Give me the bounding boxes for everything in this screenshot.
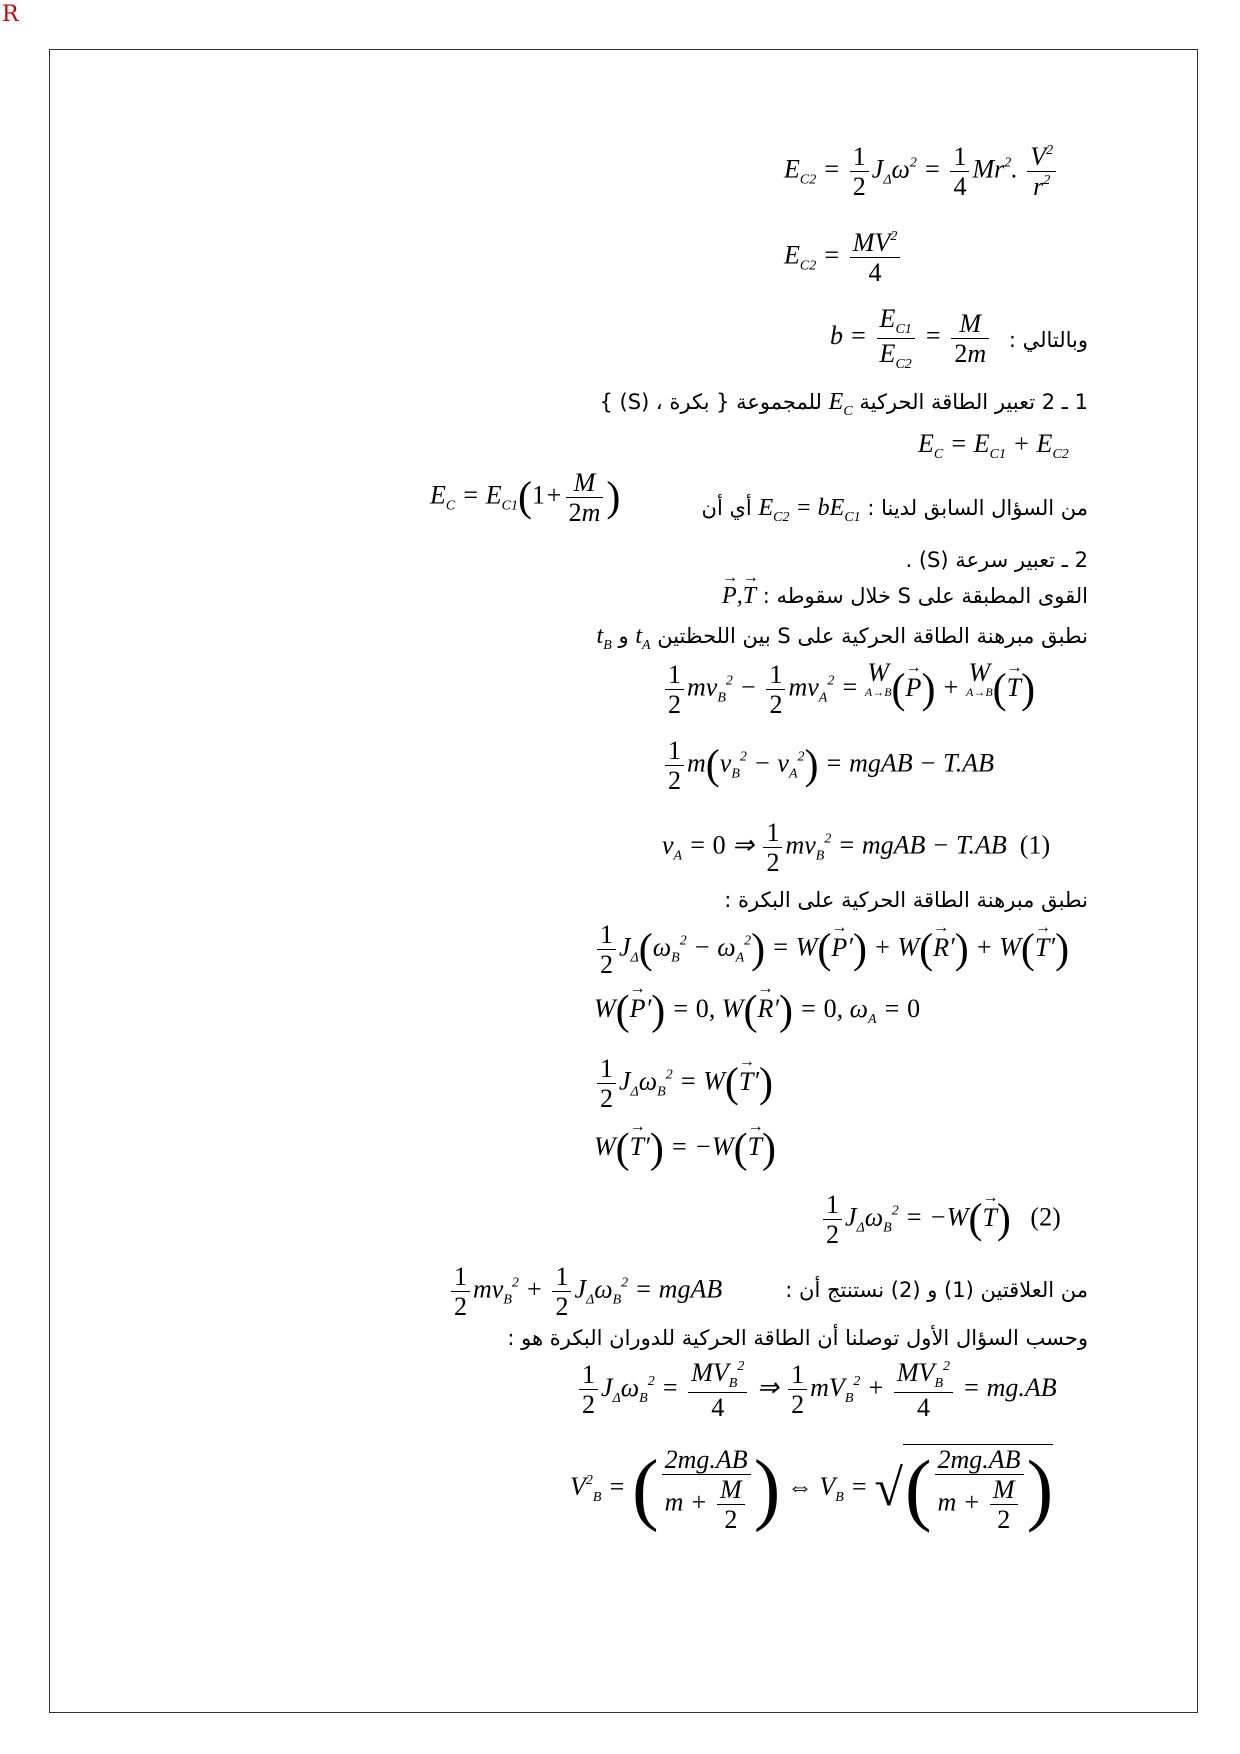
formula-ec2-result: $E_{C2}$ = $\frac{MV^2}{4}$ [784, 228, 903, 287]
label-eq1: (1) [1019, 830, 1051, 860]
formula-kinetic-s-work: $\frac{1}{2}$ $m(v_B^2 - v_A^2)$ = mgAB − T.AB [662, 736, 994, 795]
formula-energy-substitution: $\frac{1}{2}$ $J_\Delta\omega_B^2$ = $\frac{MV_B^2}{4}$ ⇒ $\frac{1}{2}$ $mV_B^2$ + $\frac{MV_B^2}{4}$ = mg.AB [576, 1358, 1057, 1422]
text-from-relations: من العلاقتين (1) و (2) نستنتج أن : [785, 1278, 1088, 1302]
formula-kinetic-s: $\frac{1}{2}$ $mv_B^2$ − $\frac{1}{2}$ $mv_A^2 = W$ A→B (→ P) + W A→B (→ T) [662, 660, 1035, 719]
formula-ec2-expansion: $E_{C2}$ = $\frac{1}{2}$ $J_\Delta\omega^2$ = $\frac{1}{4}$ Mr$^2$. $\frac{V^2}{r^2}$ [784, 142, 1059, 201]
label-eq2: (2) [1030, 1202, 1061, 1232]
section-heading-1: 1 ـ 2 تعبير الطاقة الحركية $E_C$ للمجموعة { بكرة ، (S) } [599, 389, 1088, 419]
section-heading-2: 2 ـ تعبير سرعة (S) . [905, 548, 1088, 572]
text-line-b: وبالتالي : [1008, 328, 1088, 352]
formula-eq1: $v_A = 0$ ⇒ $\frac{1}{2}$ $mv_B^2$ = mgAB − T.AB (1) [662, 818, 1051, 878]
formula-ec-total: $E_C = E_{C1}(1+$ $\frac{M}{2m}$ ) [430, 468, 621, 528]
formula-combined: $\frac{1}{2}$ $mv_B^2$ + $\frac{1}{2}$ $J_\Delta\omega_B^2$ = mgAB [448, 1262, 722, 1321]
formula-final-velocity: $V^2_B$ = ( 2mg.AB m + $\frac{M}{2}$ ) ⇔ $V_B$ = √( 2mg.AB m + $\frac{M}{2}$ ) [570, 1444, 1054, 1535]
formula-eq2: $\frac{1}{2}$ $J_\Delta\omega_B^2 = -W(\to T)$ (2) [820, 1190, 1061, 1249]
text-apply-theorem-pulley: نطبق مبرهنة الطاقة الحركية على البكرة : [724, 888, 1088, 912]
formula-zero-works: W(→ P′) = 0, W(→ R′) = 0, $\omega_A = 0$ [594, 990, 920, 1032]
formula-b-ratio: b = $\frac{E_{C1}}{E_{C2}}$ = $\frac{M}{2m}$ [830, 304, 992, 372]
text-prev-question: من السؤال السابق لدينا : $E_{C2} = bE_{C1}$ أي أن [701, 495, 1088, 525]
formula-ec-sum: $E_C = E_{C1} + E_{C2}$ [918, 429, 1069, 462]
formula-pulley-reduced: $\frac{1}{2}$ $J_\Delta\omega_B^2 = W(\to T')$ [594, 1054, 773, 1113]
text-apply-theorem-s: نطبق مبرهنة الطاقة الحركية على S بين اللحظتين $t_A$ و $t_B$ [596, 623, 1088, 653]
text-forces: القوى المطبقة على S خلال سقوطه : → P,→ T [722, 582, 1088, 611]
formula-tension-work: W(→ T′) = −W(→ T) [594, 1128, 776, 1170]
corner-mark: R [2, 2, 19, 27]
text-according-first: وحسب السؤال الأول توصلنا أن الطاقة الحركية للدوران البكرة هو : [507, 1326, 1088, 1350]
formula-kinetic-pulley: $\frac{1}{2}$ $J_\Delta(\omega_B^2 - \omega_A^2) = W(\to P') + W(\to R') + W(\to T')$ [594, 920, 1069, 979]
